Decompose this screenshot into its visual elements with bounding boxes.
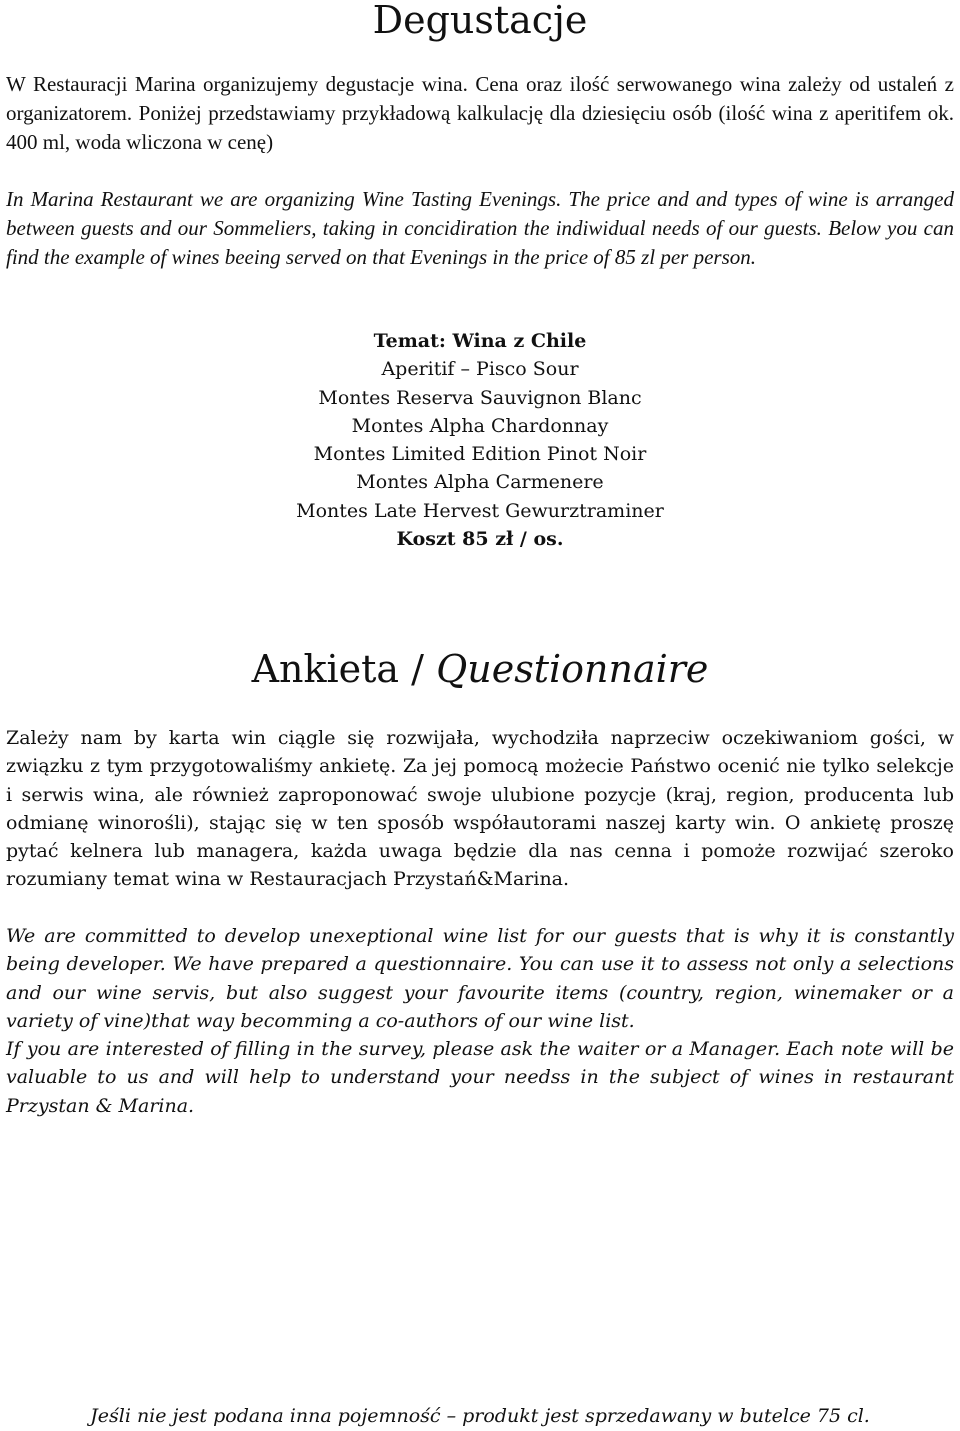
menu-price: Koszt 85 zł / os. (396, 528, 564, 551)
survey-english-paragraph: We are committed to develop unexeptional wine list for our guests that is why it is constantly being developer. We have prepared a questionnaire. You can use it to assess not only a selections and our wine servis, but also suggest your favourite items (country, region, winemaker or a variety of vine)that way becomming a co-authors of our wine list. (6, 925, 954, 1032)
menu-theme: Temat: Wina z Chile (373, 330, 587, 352)
survey-body-polish: Zależy nam by karta win ciągle się rozwijała, wychodziła naprzeciw oczekiwaniom gości, w związku z tym przygotowaliśmy ankietę. Za jej pomocą możecie Państwo ocenić nie tylko selekcje i serwis wina, ale również zaproponować swoje ulubione pozycje (kraj, region, producenta lub odmianę winorośli), stając się w ten sposób współautorami naszej karty win. O ankietę proszę pytać kelnera lub managera, każda uwaga będzie dla nas cenna i pomoże rozwijać szeroko rozumiany temat wina w Restauracjach Przystań&Marina. (6, 727, 954, 891)
menu-item: Montes Reserva Sauvignon Blanc (318, 386, 642, 409)
menu-item: Montes Late Hervest Gewurztraminer (296, 499, 664, 522)
tasting-intro-english: In Marina Restaurant we are organizing Wine Tasting Evenings. The price and and types of wine is arranged between guests and our Sommeliers, taking in concidiration the indiwidual needs of our guests. Below you can find the example of wines beeing served on that Evenings in the price of 85 zl per person. (6, 187, 954, 269)
menu-item: Montes Limited Edition Pinot Noir (313, 443, 647, 466)
survey-title (0, 644, 960, 694)
tasting-intro-polish: W Restauracji Marina organizujemy degustacje wina. Cena oraz ilość serwowanego wina zależy od ustaleń z organizatorem. Poniżej przedstawiamy przykładową kalkulację dla dziesięciu osób (ilość wina z aperitifem ok. 400 ml, woda wliczona w cenę) (6, 72, 954, 154)
menu-item: Montes Alpha Carmenere (356, 471, 604, 494)
survey-english-paragraph: If you are interested of filling in the survey, please ask the waiter or a Manager. Each note will be valuable to us and will help to understand your needss in the subject of wines in restaurant Przystan & Marina. (6, 1038, 954, 1117)
menu-item: Montes Alpha Chardonnay (351, 414, 609, 437)
tasting-menu (0, 327, 960, 553)
footer-note: Jeśli nie jest podana inna pojemność – produkt jest sprzedawany w butelce 75 cl. (90, 1405, 870, 1427)
menu-item: Aperitif – Pisco Sour (381, 358, 579, 381)
survey-title-polish: Ankieta / (251, 647, 424, 691)
page-title: Degustacje (372, 0, 588, 42)
survey-title-english: Questionnaire (436, 647, 709, 691)
survey-body-english (6, 922, 954, 1120)
